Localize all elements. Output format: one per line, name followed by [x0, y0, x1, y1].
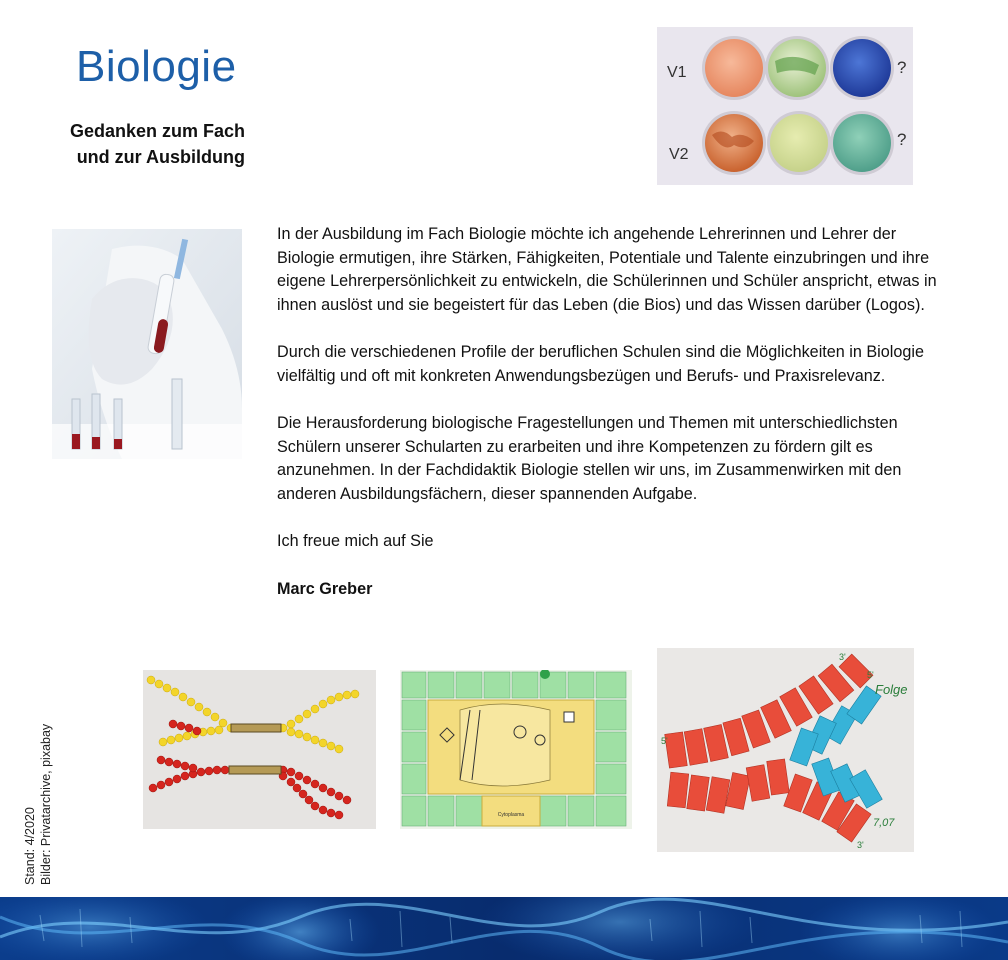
closing-line: Ich freue mich auf Sie [277, 532, 434, 550]
cards-label-bottom-right: 7,07 [873, 817, 895, 829]
cards-label-3-top: 3' [839, 652, 846, 662]
subtitle-line-2: und zur Ausbildung [76, 147, 245, 167]
paragraph-3: Die Herausforderung biologische Fragestellungen und Themen mit unterschiedlichsten Schülern unserer Schularten zu erarbeiten und ihre Kompetenzen zu fördern gilt es anzunehmen. In der Fachdidaktik Biologie stellen wir uns, im Zusammenwirken mit den anderen Ausbildungsfächern, dieser spannenden Aufgabe. [277, 414, 902, 503]
petri-label-v2: V2 [669, 146, 689, 163]
signature: Marc Greber [277, 579, 373, 598]
body-text [277, 223, 942, 625]
page-subtitle [40, 118, 245, 170]
subtitle-line-1: Gedanken zum Fach [69, 121, 245, 141]
credits-sources: Bilder: Privatarchive, pixabay [39, 723, 53, 885]
lab-pipette-photo [52, 229, 242, 459]
dna-banner [0, 897, 1008, 960]
petri-dishes-photo [657, 27, 913, 185]
cards-label-3-bottom: 3' [857, 840, 864, 850]
petri-question-mark-bottom: ? [897, 130, 907, 149]
board-bottom-label: Cytoplasma [497, 812, 525, 818]
image-credits [22, 724, 54, 885]
page-title: Biologie [76, 42, 237, 91]
dna-bead-model-photo [143, 670, 376, 829]
cards-label-folge: Folge [875, 682, 908, 697]
petri-label-v1: V1 [667, 64, 687, 81]
cards-label-5-left: 5' [661, 736, 668, 746]
petri-question-mark-top: ? [897, 58, 907, 77]
dna-replication-cards-photo [657, 648, 914, 852]
cards-label-5-top: 5' [867, 670, 874, 680]
cell-board-game-photo [400, 670, 632, 829]
credits-date: Stand: 4/2020 [23, 807, 37, 885]
paragraph-1: In der Ausbildung im Fach Biologie möchte ich angehende Lehrerinnen und Lehrer der Biologie ermutigen, ihre Stärken, Fähigkeiten, Potentiale und Talente einzubringen und ihre eigene Lehrerpersönlichkeit zu entwickeln, die Schülerinnen und Schüler anspricht, etwas in ihnen auslöst und sie begeistert für das Leben (die Bios) und das Wissen darüber (Logos). [277, 225, 937, 314]
paragraph-2: Durch die verschiedenen Profile der beruflichen Schulen sind die Möglichkeiten in Biologie vielfältig und oft mit konkreten Anwendungsbezügen und Berufs- und Praxisrelevanz. [277, 343, 924, 385]
